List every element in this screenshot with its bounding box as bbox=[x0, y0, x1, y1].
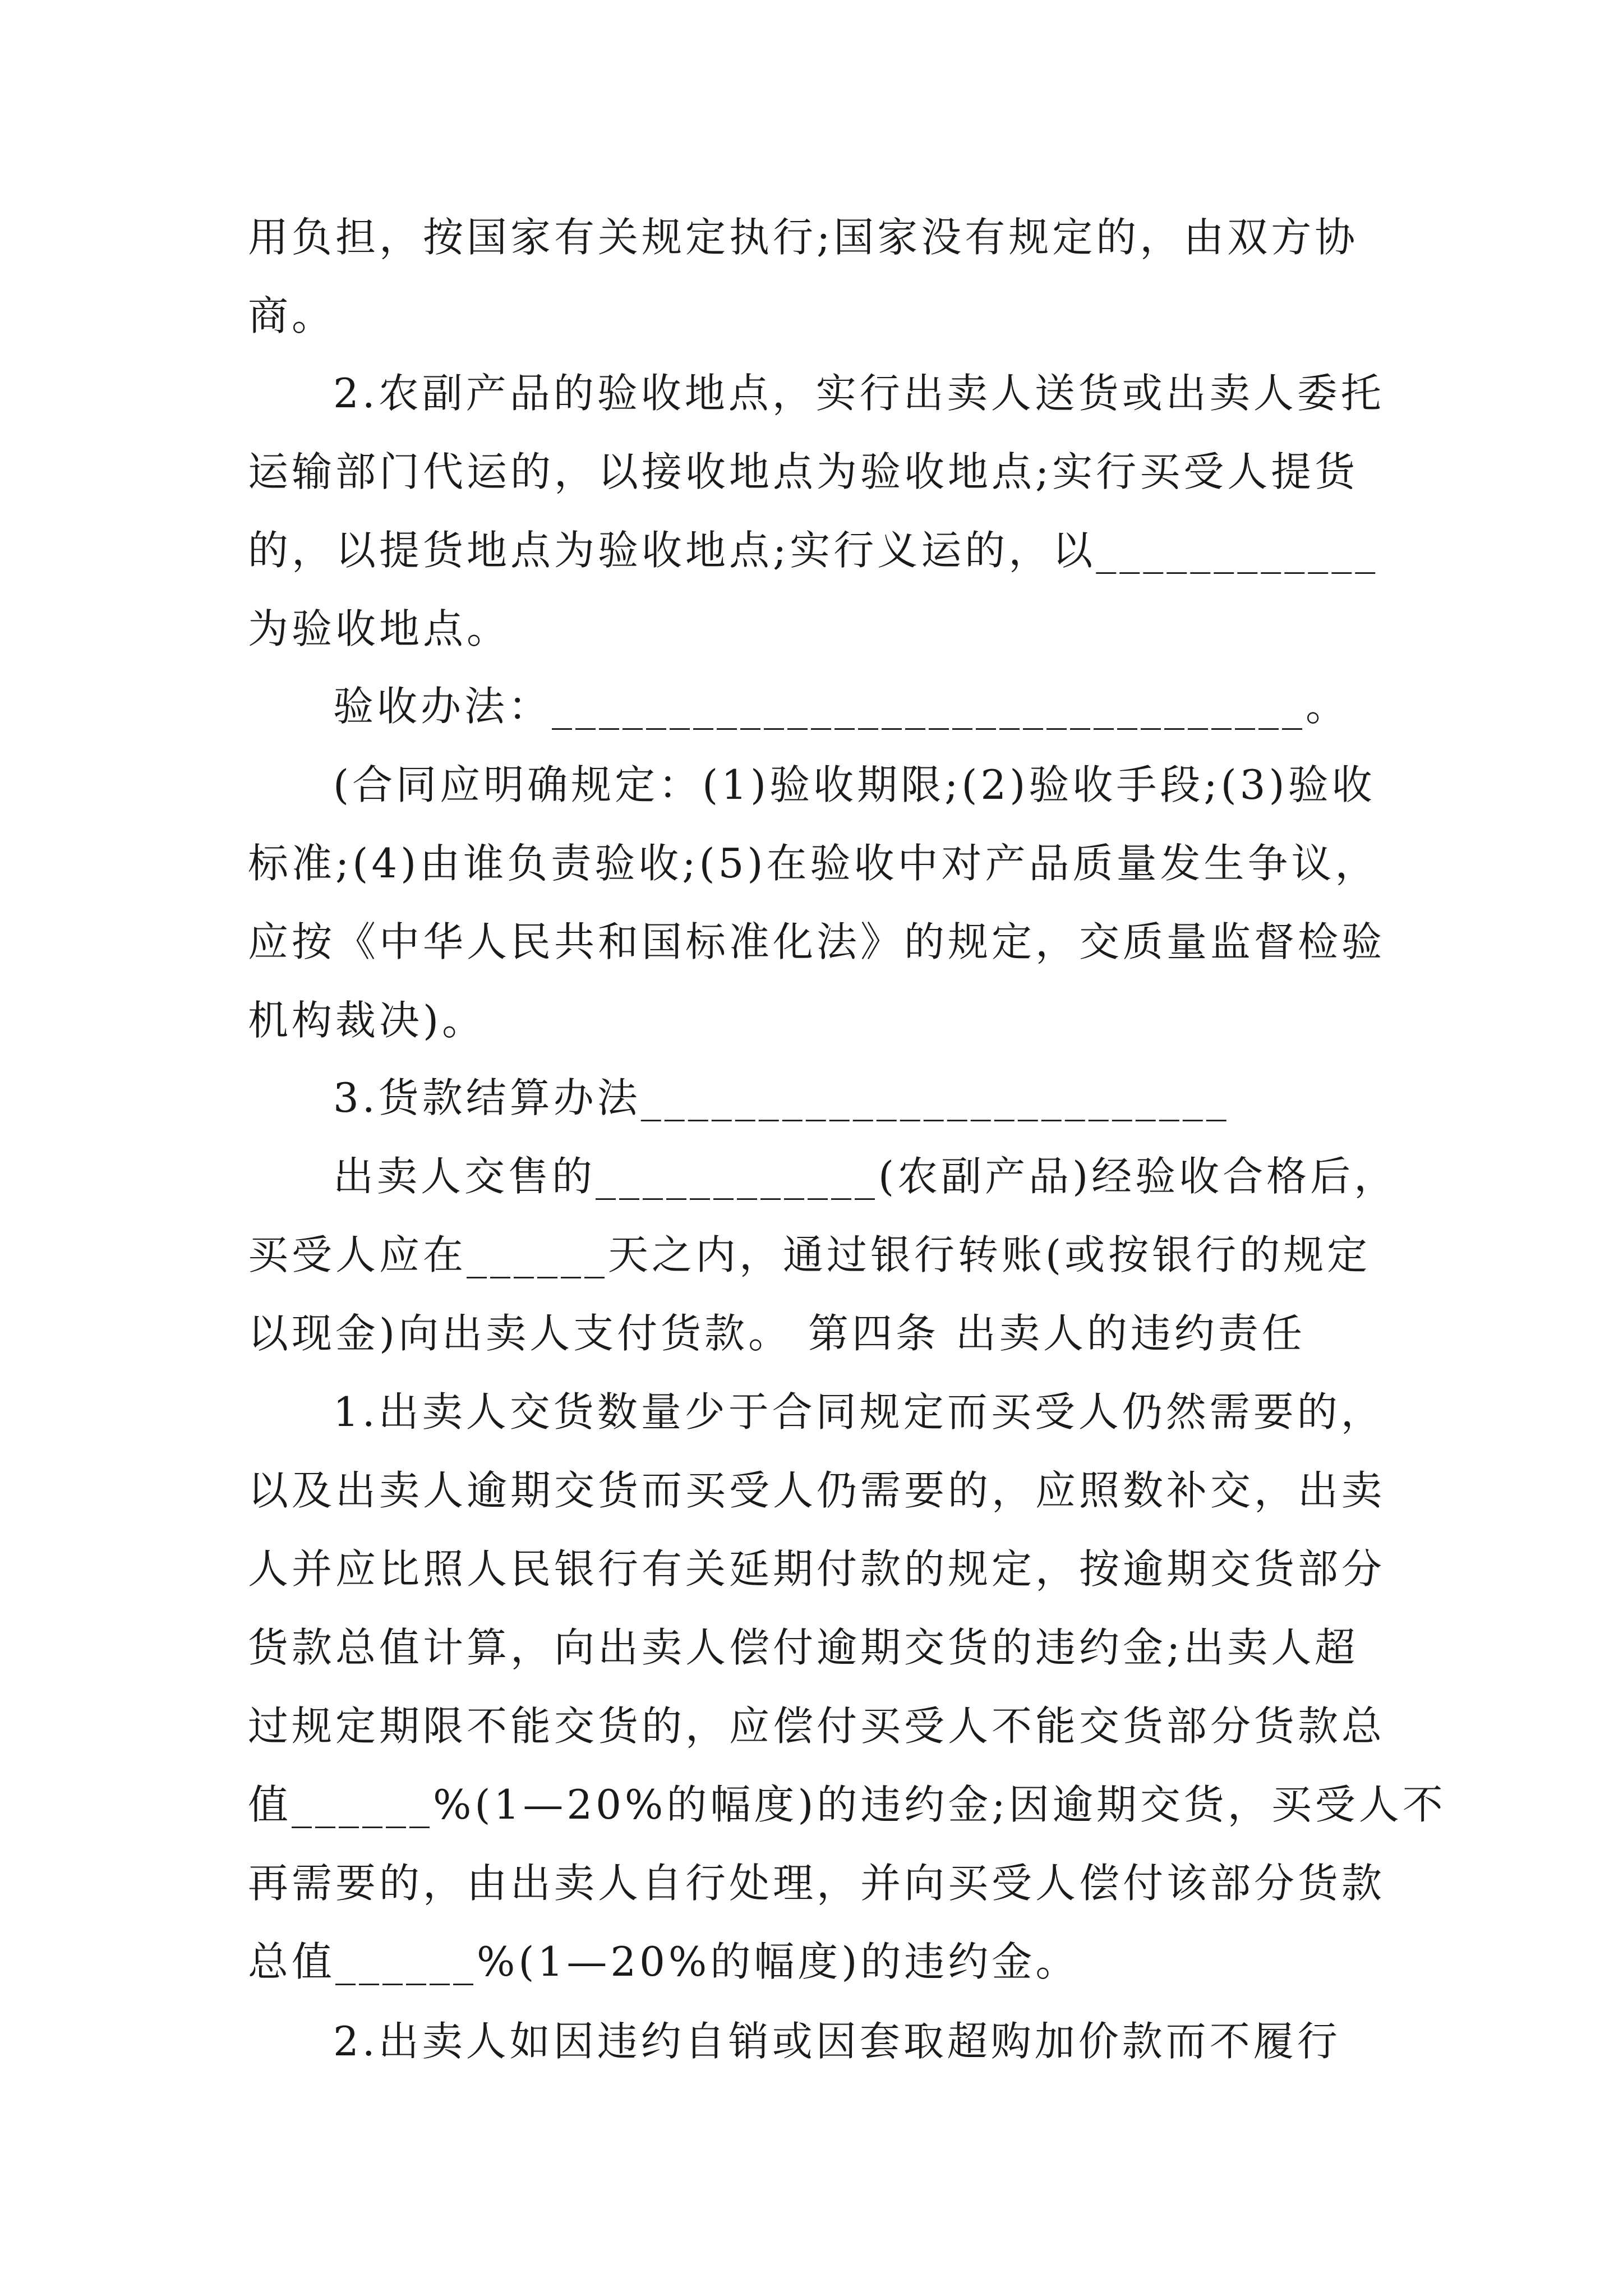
text-line-24: 2.出卖人如因违约自销或因套取超购加价款而不履行 bbox=[333, 2018, 1341, 2065]
text-line-2: 商。 bbox=[248, 292, 336, 339]
text-line-14: 买受人应在______天之内，通过银行转账(或按银行的规定 bbox=[248, 1231, 1371, 1278]
text-line-9: 标准;(4)由谁负责验收;(5)在验收中对产品质量发生争议， bbox=[248, 840, 1379, 887]
text-line-13: 出卖人交售的____________(农副产品)经验收合格后， bbox=[333, 1153, 1398, 1200]
text-line-15: 以现金)向出卖人支付货款。 第四条 出卖人的违约责任 bbox=[248, 1310, 1306, 1357]
text-line-12: 3.货款结算办法_________________________ bbox=[333, 1074, 1230, 1121]
text-line-5: 的，以提货地点为验收地点;实行义运的，以____________ bbox=[248, 527, 1379, 574]
text-line-23: 总值______%(1—20%的幅度)的违约金。 bbox=[248, 1938, 1080, 1985]
text-line-20: 过规定期限不能交货的，应偿付买受人不能交货部分货款总 bbox=[248, 1703, 1386, 1750]
text-line-7: 验收办法：________________________________。 bbox=[333, 683, 1350, 730]
text-line-4: 运输部门代运的，以接收地点为验收地点;实行买受人提货 bbox=[248, 448, 1359, 495]
text-line-22: 再需要的，由出卖人自行处理，并向买受人偿付该部分货款 bbox=[248, 1860, 1386, 1907]
text-line-3: 2.农副产品的验收地点，实行出卖人送货或出卖人委托 bbox=[333, 370, 1385, 417]
text-line-1: 用负担，按国家有关规定执行;国家没有规定的，由双方协 bbox=[248, 214, 1359, 261]
text-line-17: 以及出卖人逾期交货而买受人仍需要的，应照数补交，出卖 bbox=[248, 1467, 1386, 1514]
text-line-11: 机构裁决)。 bbox=[248, 997, 486, 1044]
text-line-16: 1.出卖人交货数量少于合同规定而买受人仍然需要的， bbox=[333, 1388, 1385, 1435]
text-line-18: 人并应比照人民银行有关延期付款的规定，按逾期交货部分 bbox=[248, 1545, 1386, 1593]
text-line-8: (合同应明确规定：(1)验收期限;(2)验收手段;(3)验收 bbox=[333, 761, 1376, 808]
text-line-6: 为验收地点。 bbox=[248, 605, 511, 652]
text-line-21: 值______%(1—20%的幅度)的违约金;因逾期交货，买受人不 bbox=[248, 1781, 1446, 1828]
text-line-19: 货款总值计算，向出卖人偿付逾期交货的违约金;出卖人超 bbox=[248, 1624, 1359, 1671]
text-line-10: 应按《中华人民共和国标准化法》的规定，交质量监督检验 bbox=[248, 918, 1386, 965]
